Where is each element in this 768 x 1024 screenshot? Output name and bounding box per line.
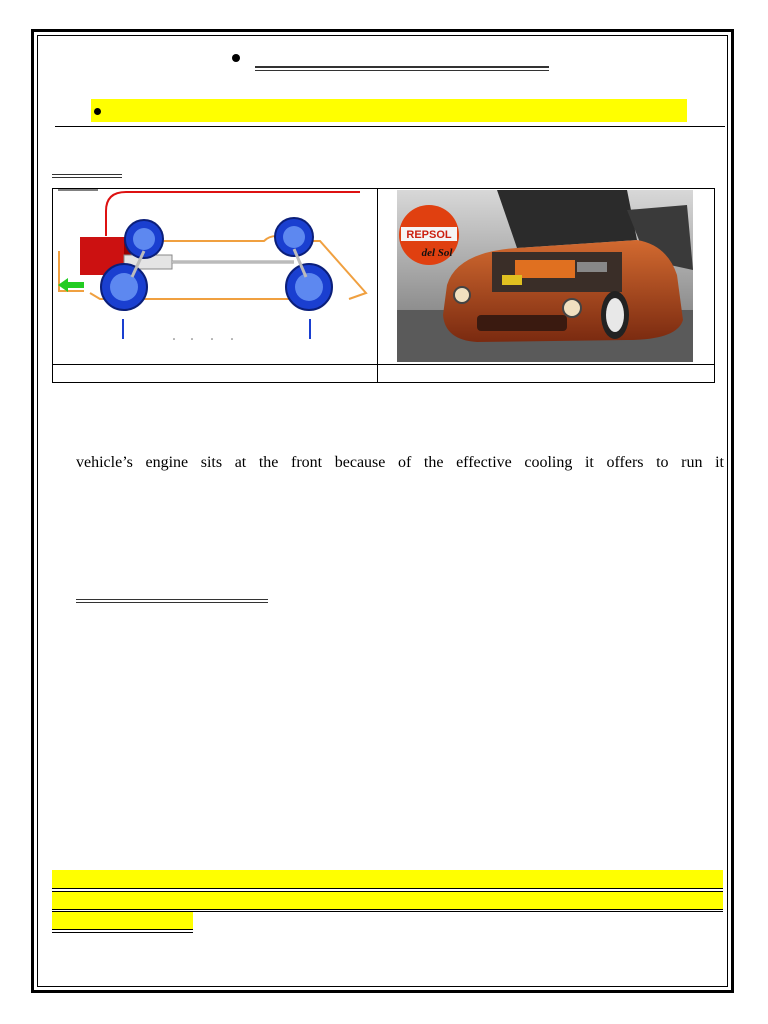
- figure-table-column-divider: [377, 189, 378, 382]
- highlight-bullet: [94, 108, 101, 115]
- section-rule: [55, 126, 725, 127]
- highlighted-line-2: [52, 892, 723, 910]
- highlight-underline-3b: [52, 932, 193, 933]
- badge-text-line1: REPSOL: [406, 229, 452, 241]
- highlighted-heading-bar: [91, 99, 687, 122]
- heading-bullet: [232, 54, 240, 62]
- open-hood: [497, 190, 637, 248]
- highlighted-line-1: [52, 870, 723, 888]
- front-grille: [477, 315, 567, 331]
- figure-table-caption-row: [53, 364, 714, 365]
- heading-underline: [255, 66, 549, 71]
- page-border-inner: [37, 35, 728, 987]
- headlight-right: [563, 299, 581, 317]
- highlighted-line-3: [52, 912, 193, 930]
- highlight-underline-2: [52, 909, 723, 910]
- figure-label-underline: [52, 174, 122, 178]
- valve-cover: [515, 260, 575, 278]
- headlight-left: [454, 287, 470, 303]
- honda-del-sol-engine-bay-photo: [397, 190, 693, 362]
- highlight-underline-1: [52, 888, 723, 889]
- front-engine-layout-diagram: [54, 189, 374, 345]
- direction-arrow-icon: [58, 278, 84, 292]
- body-paragraph-line: vehicle’s engine sits at the front because of the effective cooling it offers to run it: [76, 454, 724, 471]
- badge-text-line2: del Sol: [421, 247, 453, 259]
- highlight-underline-3: [52, 929, 193, 930]
- subheading-underline: [76, 599, 268, 603]
